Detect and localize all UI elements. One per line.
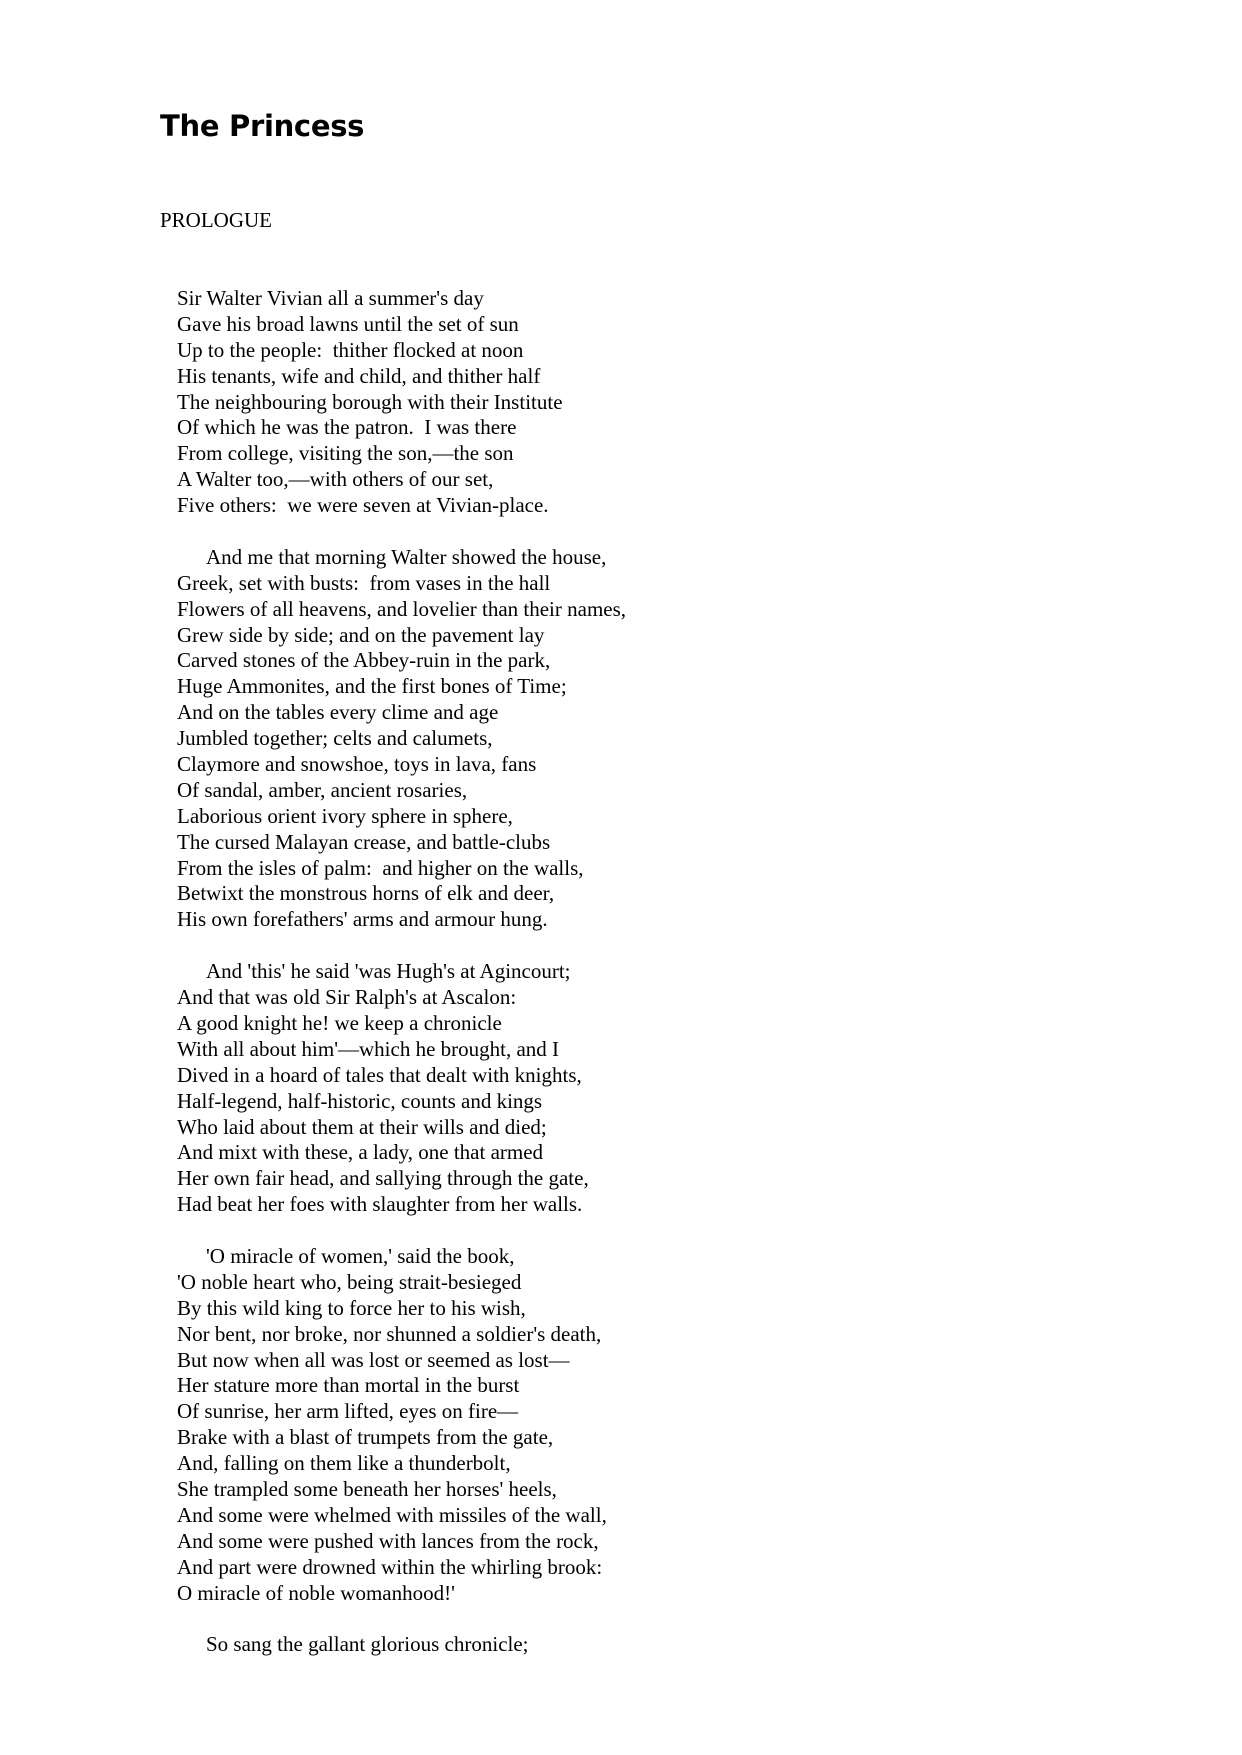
poem-line: And, falling on them like a thunderbolt, xyxy=(177,1451,511,1476)
document-title: The Princess xyxy=(160,109,365,143)
poem-line: From college, visiting the son,—the son xyxy=(177,441,514,466)
poem-line: Who laid about them at their wills and died; xyxy=(177,1114,547,1139)
poem-line: Greek, set with busts: from vases in the hall xyxy=(177,570,551,595)
poem-line: And 'this' he said 'was Hugh's at Agincourt; xyxy=(206,959,571,984)
poem-line: And on the tables every clime and age xyxy=(177,700,499,725)
poem-line: The cursed Malayan crease, and battle-clubs xyxy=(177,829,551,854)
poem-line: And some were pushed with lances from the rock, xyxy=(177,1528,599,1553)
poem-line: Of sunrise, her arm lifted, eyes on fire— xyxy=(177,1399,519,1424)
poem-line: From the isles of palm: and higher on the walls, xyxy=(177,855,584,880)
poem-body xyxy=(177,286,1177,1684)
poem-line: His own forefathers' arms and armour hung. xyxy=(177,907,548,932)
poem-line: And me that morning Walter showed the house, xyxy=(206,544,607,569)
poem-line: The neighbouring borough with their Institute xyxy=(177,389,563,414)
poem-line: Jumbled together; celts and calumets, xyxy=(177,726,493,751)
poem-line: Betwixt the monstrous horns of elk and deer, xyxy=(177,881,555,906)
poem-line: Claymore and snowshoe, toys in lava, fans xyxy=(177,752,537,777)
poem-line: Of which he was the patron. I was there xyxy=(177,415,517,440)
stanza xyxy=(177,286,1177,519)
stanza xyxy=(177,959,1177,1218)
poem-line: Dived in a hoard of tales that dealt with knights, xyxy=(177,1062,582,1087)
stanza xyxy=(177,1632,1177,1658)
poem-line: Up to the people: thither flocked at noon xyxy=(177,337,524,362)
poem-line: Sir Walter Vivian all a summer's day xyxy=(177,286,484,310)
poem-line: And part were drowned within the whirling brook: xyxy=(177,1554,603,1579)
poem-line: O miracle of noble womanhood!' xyxy=(177,1580,455,1605)
poem-line: She trampled some beneath her horses' heels, xyxy=(177,1476,557,1501)
poem-line: Flowers of all heavens, and lovelier than their names, xyxy=(177,596,627,621)
poem-line: 'O miracle of women,' said the book, xyxy=(206,1243,515,1268)
poem-line: Half-legend, half-historic, counts and kings xyxy=(177,1088,543,1113)
poem-line: Her stature more than mortal in the burst xyxy=(177,1373,520,1398)
stanza xyxy=(177,1244,1177,1606)
poem-line: 'O noble heart who, being strait-besieged xyxy=(177,1269,522,1294)
poem-line: Gave his broad lawns until the set of sun xyxy=(177,311,519,336)
poem-line: With all about him'—which he brought, and I xyxy=(177,1036,560,1061)
poem-line: Laborious orient ivory sphere in sphere, xyxy=(177,803,513,828)
poem-line: Nor bent, nor broke, nor shunned a soldier's death, xyxy=(177,1321,602,1346)
poem-line: Five others: we were seven at Vivian-place. xyxy=(177,493,549,518)
poem-line: So sang the gallant glorious chronicle; xyxy=(206,1632,529,1657)
poem-line: His tenants, wife and child, and thither half xyxy=(177,363,541,388)
poem-line: A Walter too,—with others of our set, xyxy=(177,467,494,492)
poem-line: Grew side by side; and on the pavement lay xyxy=(177,622,545,647)
poem-line: Of sandal, amber, ancient rosaries, xyxy=(177,777,468,802)
poem-line: And mixt with these, a lady, one that armed xyxy=(177,1140,544,1165)
poem-line: A good knight he! we keep a chronicle xyxy=(177,1010,502,1035)
poem-line: By this wild king to force her to his wish, xyxy=(177,1295,526,1320)
poem-line: Carved stones of the Abbey-ruin in the park, xyxy=(177,648,551,673)
stanza xyxy=(177,545,1177,933)
poem-line: Her own fair head, and sallying through the gate, xyxy=(177,1166,589,1191)
section-heading: PROLOGUE xyxy=(160,208,273,232)
poem-line: Brake with a blast of trumpets from the gate, xyxy=(177,1425,554,1450)
poem-line: And that was old Sir Ralph's at Ascalon: xyxy=(177,985,517,1010)
poem-line: But now when all was lost or seemed as lost— xyxy=(177,1347,570,1372)
poem-line: Had beat her foes with slaughter from her walls. xyxy=(177,1192,583,1217)
poem-line: Huge Ammonites, and the first bones of Time; xyxy=(177,674,567,699)
poem-line: And some were whelmed with missiles of the wall, xyxy=(177,1502,607,1527)
